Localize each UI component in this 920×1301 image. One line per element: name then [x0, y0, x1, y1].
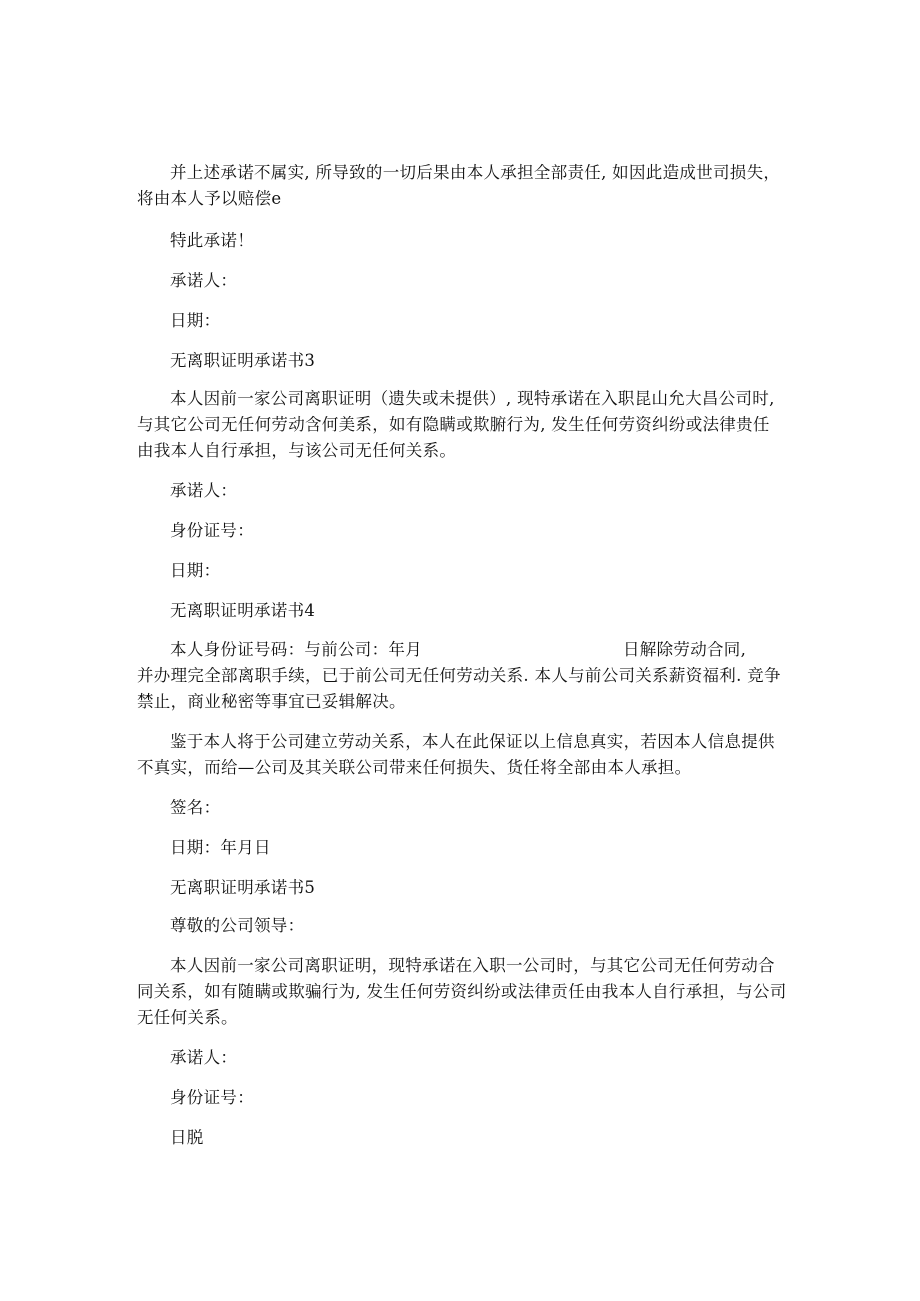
- paragraph-line: 并上述承诺不属实, 所导致的一切后果由本人承担全部责任, 如因此造成世司损失，: [170, 163, 781, 182]
- section-heading: 无离职证明承诺书4: [170, 601, 316, 620]
- paragraph-line: 不真实，而给—公司及其关联公司带来任何损失、货任将全部由本人承担。: [137, 758, 692, 777]
- paragraph-line: 同关系，如有随瞒或欺骗行为, 发生任何劳资纠纷或法律贡任由我本人自行承担，与公司: [137, 982, 787, 1001]
- paragraph-line: 本人因前一家公司离职证明（遗失或未提供）, 现特承诺在入职昆山允大昌公司时,: [170, 389, 775, 408]
- signer-label: 承诺人：: [170, 481, 238, 500]
- paragraph-line: 与其它公司无任何劳动含何美系，如有隐瞒或欺腑行为, 发生任何劳资纠纷或法律贵任: [137, 415, 770, 434]
- section-heading: 无离职证明承诺书3: [170, 351, 316, 370]
- paragraph-line: 本人身份证号码：与前公司：年月: [170, 640, 422, 659]
- date-label: 日期：年月日: [170, 838, 271, 857]
- signature-label: 签名：: [170, 798, 221, 817]
- paragraph-line: 无任何关系。: [137, 1008, 238, 1027]
- section-heading: 无离职证明承诺书5: [170, 878, 316, 897]
- paragraph-text: 特此承诺！: [170, 231, 254, 250]
- paragraph-line: 日解除劳动合同,: [623, 640, 747, 659]
- paragraph-line: 鉴于本人将于公司建立劳动关系，本人在此保证以上信息真实，若因本人信息提供: [170, 732, 775, 751]
- paragraph-line: 由我本人自行承担，与该公司无任何关系。: [137, 441, 457, 460]
- salutation: 尊敬的公司领导：: [170, 916, 305, 935]
- id-number-label: 身份证号：: [170, 521, 254, 540]
- paragraph-line: 将由本人予以赔偿e: [137, 189, 282, 208]
- paragraph-line: 并办理完全部离职手续，已于前公司无任何劳动关系. 本人与前公司关系薪资福利. 竞争: [137, 666, 781, 685]
- paragraph-line: 本人因前一家公司离职证明，现特承诺在入职一公司时，与其它公司无任何劳动合: [170, 956, 775, 975]
- date-label: 日期：: [170, 561, 221, 580]
- date-label: 日脱: [170, 1128, 204, 1147]
- paragraph-line: 禁止，商业秘密等事宜已妥辑解决。: [137, 692, 406, 711]
- signer-label: 承诺人：: [170, 1048, 238, 1067]
- signer-label: 承诺人：: [170, 271, 238, 290]
- id-number-label: 身份证号：: [170, 1088, 254, 1107]
- date-label: 日期：: [170, 311, 221, 330]
